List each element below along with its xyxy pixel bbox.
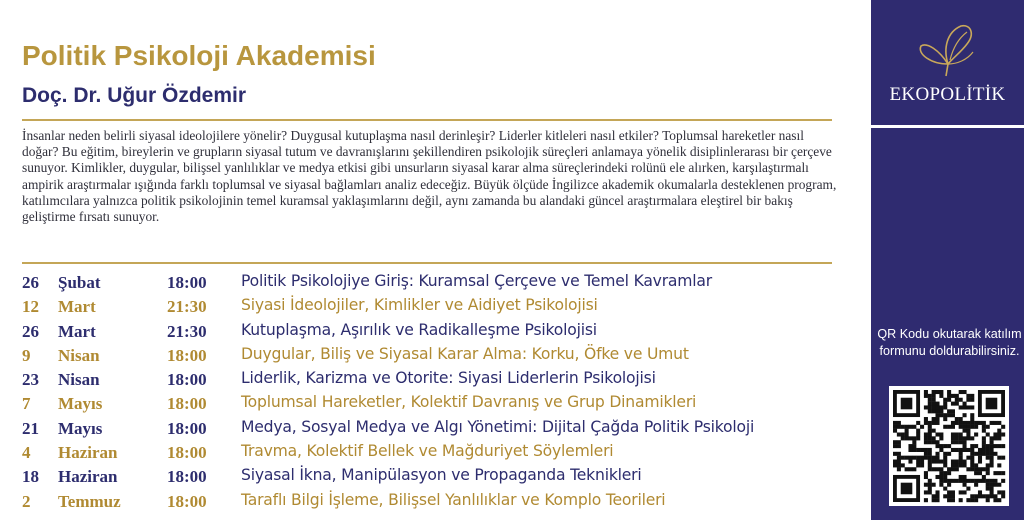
schedule-month: Mart bbox=[58, 297, 96, 317]
schedule-month: Nisan bbox=[58, 345, 100, 365]
schedule-time: 18:00 bbox=[167, 491, 207, 511]
schedule-time: 21:30 bbox=[167, 297, 207, 317]
instructor-name: Doç. Dr. Uğur Özdemir bbox=[22, 84, 247, 107]
schedule-time: 18:00 bbox=[167, 418, 207, 438]
schedule-day: 7 bbox=[22, 394, 31, 414]
schedule-day: 26 bbox=[22, 321, 39, 341]
schedule-day: 12 bbox=[22, 297, 39, 317]
schedule-topic: Medya, Sosyal Medya ve Algı Yönetimi: Dijital Çağda Politik Psikoloji bbox=[241, 417, 755, 436]
schedule-time: 18:00 bbox=[167, 394, 207, 414]
schedule-day: 4 bbox=[22, 443, 31, 463]
schedule-topic: Taraflı Bilgi İşleme, Bilişsel Yanlılıklar ve Komplo Teorileri bbox=[241, 490, 666, 509]
schedule-list bbox=[22, 271, 857, 514]
schedule-time: 18:00 bbox=[167, 467, 207, 487]
schedule-time: 21:30 bbox=[167, 321, 207, 341]
schedule-month: Mayıs bbox=[58, 418, 103, 438]
schedule-row bbox=[22, 368, 857, 392]
schedule-day: 9 bbox=[22, 345, 31, 365]
page-title: Politik Psikoloji Akademisi bbox=[22, 40, 376, 71]
schedule-day: 26 bbox=[22, 273, 39, 292]
qr-code-icon[interactable] bbox=[889, 386, 1009, 506]
schedule-row bbox=[22, 392, 857, 416]
schedule-day: 21 bbox=[22, 418, 39, 438]
schedule-month: Temmuz bbox=[58, 491, 121, 511]
schedule-month: Haziran bbox=[58, 467, 118, 487]
schedule-topic: Toplumsal Hareketler, Kolektif Davranış ve Grup Dinamikleri bbox=[241, 393, 697, 412]
schedule-day: 2 bbox=[22, 491, 31, 511]
qr-instruction: QR Kodu okutarak katılım formunu doldurabilirsiniz. bbox=[877, 327, 1022, 358]
schedule-row bbox=[22, 295, 857, 319]
schedule-row bbox=[22, 490, 857, 514]
schedule-row bbox=[22, 441, 857, 465]
schedule-row bbox=[22, 465, 857, 489]
sidebar bbox=[871, 0, 1024, 520]
schedule-time: 18:00 bbox=[167, 345, 207, 365]
schedule-time: 18:00 bbox=[167, 273, 207, 292]
schedule-topic: Travma, Kolektif Bellek ve Mağduriyet Söylemleri bbox=[241, 442, 614, 461]
schedule-topic: Duygular, Biliş ve Siyasal Karar Alma: Korku, Öfke ve Umut bbox=[241, 344, 689, 363]
schedule-day: 23 bbox=[22, 370, 39, 390]
divider-schedule bbox=[22, 262, 832, 264]
logo-text: EKOPOLİTİK bbox=[889, 84, 1006, 105]
schedule-month: Şubat bbox=[58, 273, 101, 292]
schedule-day: 18 bbox=[22, 467, 39, 487]
schedule-month: Mayıs bbox=[58, 394, 103, 414]
schedule-month: Haziran bbox=[58, 443, 118, 463]
schedule-row bbox=[22, 320, 857, 344]
schedule-month: Nisan bbox=[58, 370, 100, 390]
divider-top bbox=[22, 119, 832, 121]
schedule-topic: Liderlik, Karizma ve Otorite: Siyasi Liderlerin Psikolojisi bbox=[241, 369, 656, 388]
schedule-row bbox=[22, 417, 857, 441]
schedule-time: 18:00 bbox=[167, 370, 207, 390]
logo-box bbox=[871, 0, 1024, 128]
schedule-topic: Siyasi İdeolojiler, Kimlikler ve Aidiyet Psikolojisi bbox=[241, 296, 598, 315]
schedule-topic: Kutuplaşma, Aşırılık ve Radikalleşme Psikolojisi bbox=[241, 320, 597, 339]
schedule-month: Mart bbox=[58, 321, 96, 341]
schedule-row bbox=[22, 271, 857, 295]
description-text: İnsanlar neden belirli siyasal ideolojilere yönelir? Duygusal kutuplaşma nasıl derinleşir? Liderler kitleleri nasıl etkiler? Toplumsal hareketler nasıl doğar? Bu eğitim, bireylerin ve grupların siyasal tutum ve davranışlarını şekillendiren psikolojik süreçleri anlamaya yönelik disiplinlerarası bir çerçeve sunuyor. Kimlikler, duygular, bilişsel yanlılıklar ve medya etkisi gibi unsurların siyasal karar alma süreçlerindeki rolünü ele alırken, karşılaştırmalı ampirik araştırmalar ışığında farklı toplumsal ve siyasal bağlamları analiz edeceğiz. Büyük ölçüde İngilizce akademik okumalarla desteklenen program, katılımcılara yalnızca politik psikolojinin temel kuramsal yaklaşımlarını değil, aynı zamanda bu alandaki güncel araştırmalara eleştirel bir bakış geliştirme fırsatı sunuyor. bbox=[22, 128, 837, 225]
butterfly-logo-icon bbox=[917, 20, 979, 80]
schedule-time: 18:00 bbox=[167, 443, 207, 463]
schedule-topic: Siyasal İkna, Manipülasyon ve Propaganda Teknikleri bbox=[241, 466, 642, 485]
schedule-topic: Politik Psikolojiye Giriş: Kuramsal Çerçeve ve Temel Kavramlar bbox=[241, 272, 712, 290]
schedule-row bbox=[22, 344, 857, 368]
